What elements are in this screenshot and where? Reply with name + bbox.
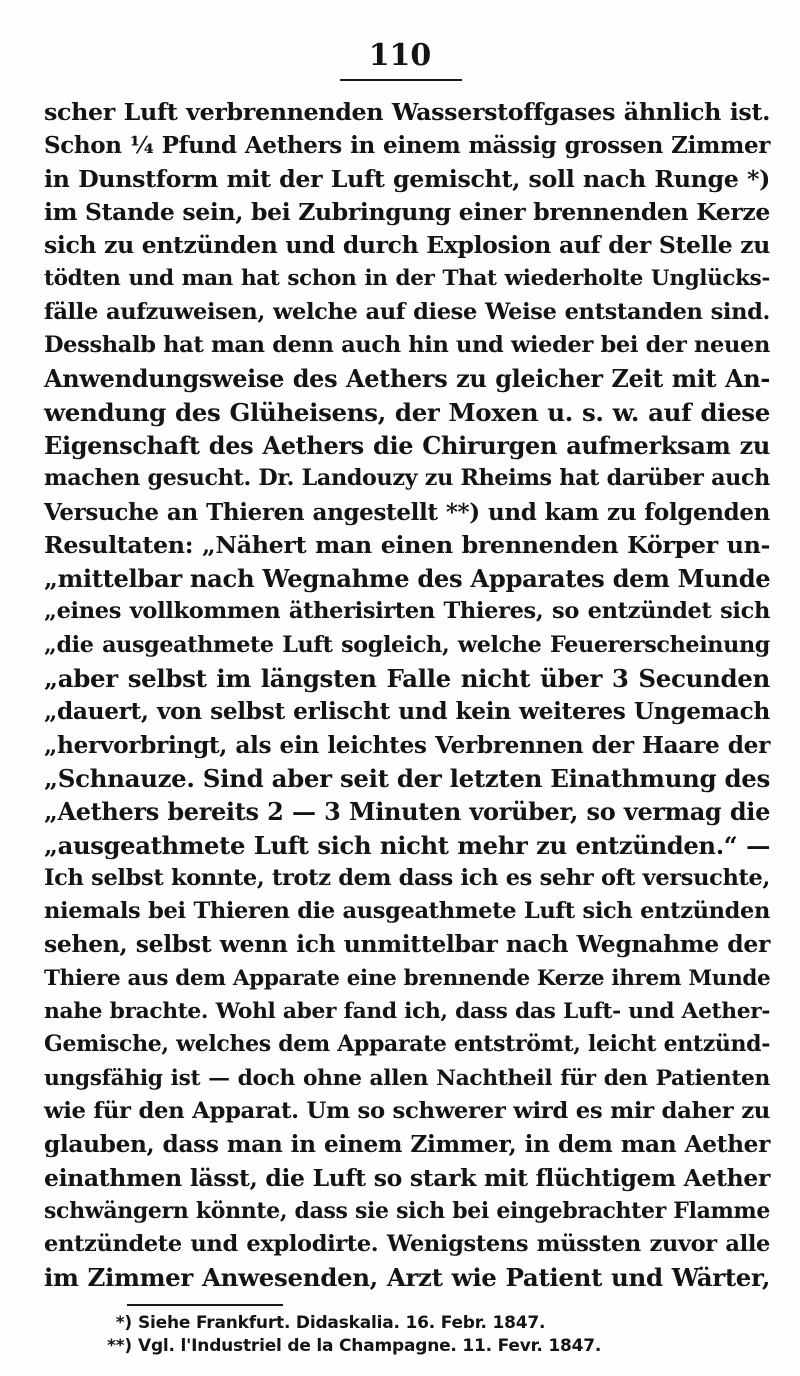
text-line: „mittelbar nach Wegnahme des Apparates dem Munde — [44, 564, 771, 594]
text-line: Schon ¼ Pfund Aethers in einem mässig grossen Zimmer — [44, 132, 770, 160]
text-line: sehen, selbst wenn ich unmittelbar nach Wegnahme der — [44, 930, 770, 959]
text-line: Ich selbst konnte, trotz dem dass ich es sehr oft versuchte, — [44, 864, 770, 891]
footnote-mark: **) — [107, 1336, 132, 1356]
text-line: im Zimmer Anwesenden, Arzt wie Patient und Wärter, — [44, 1263, 770, 1293]
text-line: in Dunstform mit der Luft gemischt, soll nach Runge *) — [44, 164, 770, 193]
text-line: tödten und man hat schon in der That wiederholte Unglücks- — [44, 266, 770, 292]
footnote-rule — [127, 1304, 283, 1306]
text-line: niemals bei Thieren die ausgeathmete Luft sich entzünden — [44, 898, 770, 925]
footnote-text: Siehe Frankfurt. Didaskalia. 16. Febr. 1847. — [138, 1313, 546, 1333]
text-line: Gemische, welches dem Apparate entströmt, leicht entzünd- — [44, 1031, 770, 1058]
text-line: „eines vollkommen ätherisirten Thieres, so entzündet sich — [44, 598, 770, 625]
text-line: „aber selbst im längsten Falle nicht über 3 Secunden — [44, 664, 770, 694]
text-line: ungsfähig ist — doch ohne allen Nachtheil für den Patienten — [44, 1065, 770, 1091]
text-line: scher Luft verbrennenden Wasserstoffgases ähnlich ist. — [44, 98, 770, 126]
text-line: „hervorbringt, als ein leichtes Verbrennen der Haare der — [44, 731, 770, 759]
footnote-text: Vgl. l'Industriel de la Champagne. 11. Fevr. 1847. — [138, 1336, 602, 1356]
text-line: „die ausgeathmete Luft sogleich, welche Feuererscheinung — [44, 631, 770, 658]
text-line: Anwendungsweise des Aethers zu gleicher Zeit mit An- — [44, 364, 770, 394]
text-line: sich zu entzünden und durch Explosion auf der Stelle zu — [44, 231, 770, 260]
text-line: Versuche an Thieren angestellt **) und kam zu folgenden — [44, 498, 770, 526]
text-line: Resultaten: „Nähert man einen brennenden Körper un- — [44, 530, 770, 559]
body-text — [44, 96, 770, 1295]
footnote-mark: *) — [115, 1313, 132, 1333]
text-line: „ausgeathmete Luft sich nicht mehr zu entzünden.“ — — [44, 830, 770, 860]
text-line: einathmen lässt, die Luft so stark mit flüchtigem Aether — [44, 1163, 770, 1192]
text-line: wendung des Glüheisens, der Moxen u. s. w. auf diese — [44, 397, 770, 427]
text-line: glauben, dass man in einem Zimmer, in dem man Aether — [44, 1131, 770, 1159]
text-line: „Aethers bereits 2 — 3 Minuten vorüber, so vermag die — [44, 797, 770, 827]
page-number: 110 — [368, 38, 432, 73]
page-number-rule — [340, 79, 462, 81]
text-line: im Stande sein, bei Zubringung einer brennenden Kerze — [44, 197, 770, 226]
text-line: nahe brachte. Wohl aber fand ich, dass das Luft- und Aether- — [44, 999, 770, 1025]
text-line: wie für den Apparat. Um so schwerer wird es mir daher zu — [44, 1097, 770, 1124]
text-line: „dauert, von selbst erlischt und kein weiteres Ungemach — [44, 698, 770, 726]
text-line: Eigenschaft des Aethers die Chirurgen aufmerksam zu — [44, 430, 770, 460]
text-line: Desshalb hat man denn auch hin und wieder bei der neuen — [44, 332, 770, 359]
footnote-2 — [106, 1335, 706, 1358]
text-line: machen gesucht. Dr. Landouzy zu Rheims hat darüber auch — [44, 465, 770, 492]
footnotes — [106, 1312, 706, 1358]
text-line: fälle aufzuweisen, welche auf diese Weise entstanden sind. — [44, 298, 770, 325]
text-line: entzündete und explodirte. Wenigstens müssten zuvor alle — [44, 1231, 770, 1258]
text-line: „Schnauze. Sind aber seit der letzten Einathmung des — [44, 763, 770, 793]
text-line: Thiere aus dem Apparate eine brennende Kerze ihrem Munde — [44, 965, 771, 991]
text-line: schwängern könnte, dass sie sich bei eingebrachter Flamme — [44, 1197, 770, 1224]
footnote-1 — [106, 1312, 706, 1335]
